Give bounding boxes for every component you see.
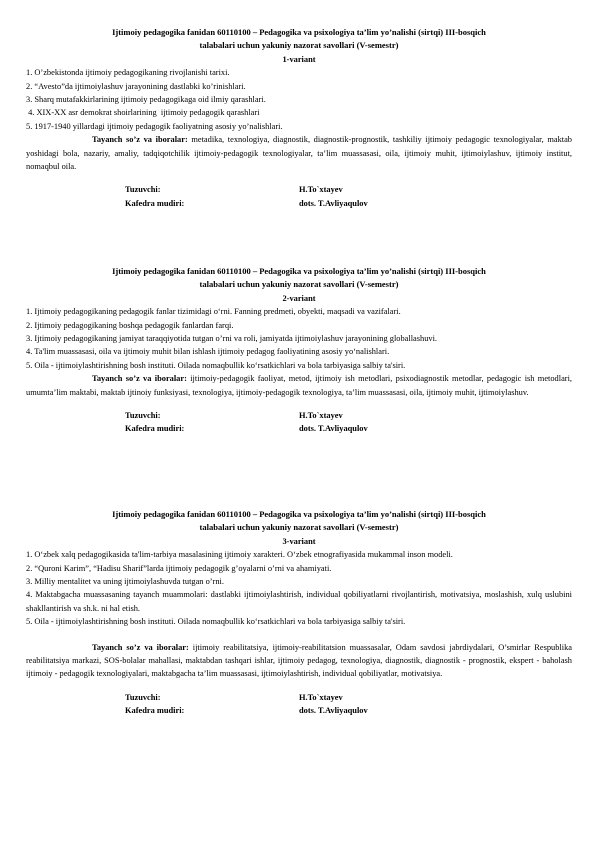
- keywords-paragraph: [26, 133, 572, 173]
- question-4: 4. Maktabgacha muassasaning tayanch muammolari: dastlabki ijtimoiylashtirish, individual qobiliyatlarni rivojlantirish, motivatsiya, moslashish, xulq uslubini shakllantirish va sh.k. ni hal etish.: [26, 590, 572, 613]
- signature-compiler: [26, 409, 572, 422]
- compiler-role: Tuzuvchi:: [125, 692, 161, 702]
- title-line-2: talabalari uchun yakuniy nazorat savollari (V-semestr): [199, 40, 399, 51]
- question-5: 5. 1917-1940 yillardagi ijtimoiy pedagogik faoliyatning asosiy yo’nalishlari.: [26, 121, 283, 131]
- question-1: 1. O’zbekistonda ijtimoiy pedagogikaning rivojlanishi tarixi.: [26, 68, 230, 78]
- signature-head: [26, 422, 572, 435]
- compiler-name: H.To`xtayev: [299, 411, 343, 421]
- variant-2-title: [26, 265, 572, 292]
- question-3: 3. Milliy mentalitet va uning ijtimoiylashuvda tutgan o’rni.: [26, 577, 224, 587]
- question-1: 1. O‘zbek xalq pedagogikasida ta'lim-tarbiya masalasining ijtimoiy xarakteri. O‘zbek etnografiyasida mukammal inson modeli.: [26, 550, 453, 560]
- variant-2-label: 2-variant: [282, 293, 316, 303]
- head-role: Kafedra mudiri:: [125, 198, 185, 208]
- keywords-text: ijtimoiy-pedagogik faoliyat, metod, ijtimoiy ish metodlari, psixodiagnostik metodlar, pedagogic ish metodlari, umumta’lim maktabi, maktab ijtinoiy funksiyasi, texnologiya, ijtimoiy-pedagogik texnologiya, ta’lim muassasasi, oila, ijtimoiy muhit, ijtimoiylashuv.: [26, 374, 572, 397]
- variant-1-label: 1-variant: [282, 54, 316, 64]
- signature-head: [26, 704, 572, 717]
- title-line-1: Ijtimoiy pedagogika fanidan 60110100 – Pedagogika va psixologiya ta’lim yo’nalishi (sirtqi) III-bosqich: [112, 27, 486, 37]
- variant-2-section: [26, 265, 572, 436]
- head-name: dots. T.Avliyaqulov: [299, 198, 368, 208]
- keywords-text: ijtimoiy reabilitatsiya, ijtimoiy-reabilitatsion muassasalar, Odam savdosi jabrdiydalari, O’smirlar Respublika reabilitatsiya markazi, SOS-bolalar mahallasi, maktabdan tashqari ishlar, ijtimoiy pedagog, texnologiya, diagnostik, diagnostik - prognostik, ekspert - baholash ijtimoiy - pedagogik texnologiyalari, maktabgacha ta’lim muassasasi, ijtimoiylashtirish, individual qobiliyatlar, motivatsiya.: [26, 642, 572, 679]
- compiler-name: H.To`xtayev: [299, 692, 343, 702]
- question-5: 5. Oila - ijtimoiylashtirishning bosh instituti. Oilada nomaqbullik ko‘rsatkichlari va bola tarbiyasiga salbiy ta'siri.: [26, 617, 406, 627]
- head-name: dots. T.Avliyaqulov: [299, 424, 368, 434]
- variant-3-section: [26, 508, 572, 718]
- question-4: 4. XIX-XX asr demokrat shoirlarining ijtimoiy pedagogik qarashlari: [26, 108, 260, 118]
- keywords-text: metadika, texnologiya, diagnostik, diagnostik-prognostik, tashkiliy ijtimoiy pedagogic texnologiyalar, maktab yoshidagi bola, nazariy, amaliy, tadqiqotchilik ijtimoiy-pedagogik texnologiyalar, ta’lim muassasasi, oila, ijtimoiy muhit, ijtimoiylashuv, ijtimoiy institut, nomaqbul oila.: [26, 135, 572, 172]
- question-3: 3. Sharq mutafakkirlarining ijtimoiy pedagogikaga oid ilmiy qarashlari.: [26, 95, 266, 105]
- title-line-1: Ijtimoiy pedagogika fanidan 60110100 – Pedagogika va psixologiya ta’lim yo’nalishi (sirtqi) III-bosqich: [112, 266, 486, 276]
- variant-3-title: [26, 508, 572, 535]
- compiler-role: Tuzuvchi:: [125, 411, 161, 421]
- keywords-label: Tayanch so’z va iboralar:: [92, 374, 187, 384]
- signature-compiler: [26, 691, 572, 704]
- question-1: 1. Ijtimoiy pedagogikaning pedagogik fanlar tizimidagi o‘rni. Fanning predmeti, obyekti, maqsadi va vazifalari.: [26, 307, 401, 317]
- variant-3-label: 3-variant: [282, 536, 316, 546]
- question-2: 2. “Avesto”da ijtimoiylashuv jarayonining dastlabki ko’rinishlari.: [26, 81, 246, 91]
- keywords-label: Tayanch so’z va iboralar:: [92, 642, 189, 652]
- keywords-paragraph: [26, 641, 572, 681]
- head-role: Kafedra mudiri:: [125, 706, 185, 716]
- question-5: 5. Oila - ijtimoiylashtirishning bosh instituti. Oilada nomaqbullik ko‘rsatkichlari va bola tarbiyasiga salbiy ta'siri.: [26, 360, 406, 370]
- title-line-2: talabalari uchun yakuniy nazorat savollari (V-semestr): [199, 279, 399, 290]
- keywords-label: Tayanch so’z va iboralar:: [92, 135, 188, 145]
- signature-head: [26, 197, 572, 210]
- variant-1-title: [26, 26, 572, 53]
- question-2: 2. “Quroni Karim”, “Hadisu Sharif”larda ijtimoiy pedagogik g’oyalarni o’rni va ahamiyati.: [26, 563, 332, 573]
- head-role: Kafedra mudiri:: [125, 424, 185, 434]
- head-name: dots. T.Avliyaqulov: [299, 706, 368, 716]
- signature-compiler: [26, 183, 572, 196]
- keywords-paragraph: [26, 372, 572, 399]
- question-2: 2. Ijtimoiy pedagogikaning boshqa pedagogik fanlardan farqi.: [26, 320, 234, 330]
- question-3: 3. Ijtimoiy pedagogikaning jamiyat taraqqiyotida tutgan o’rni va roli, jamiyatda ijtimoiylashuv jarayonining globallashuvi.: [26, 334, 437, 344]
- compiler-name: H.To`xtayev: [299, 185, 343, 195]
- compiler-role: Tuzuvchi:: [125, 185, 161, 195]
- question-4: 4. Ta'lim muassasasi, oila va ijtimoiy muhit bilan ishlash ijtimoiy pedagog faoliyatining asosiy yo‘nalishlari.: [26, 347, 390, 357]
- title-line-1: Ijtimoiy pedagogika fanidan 60110100 – Pedagogika va psixologiya ta’lim yo’nalishi (sirtqi) III-bosqich: [112, 509, 486, 519]
- variant-1-section: [26, 26, 572, 210]
- title-line-2: talabalari uchun yakuniy nazorat savollari (V-semestr): [199, 522, 399, 533]
